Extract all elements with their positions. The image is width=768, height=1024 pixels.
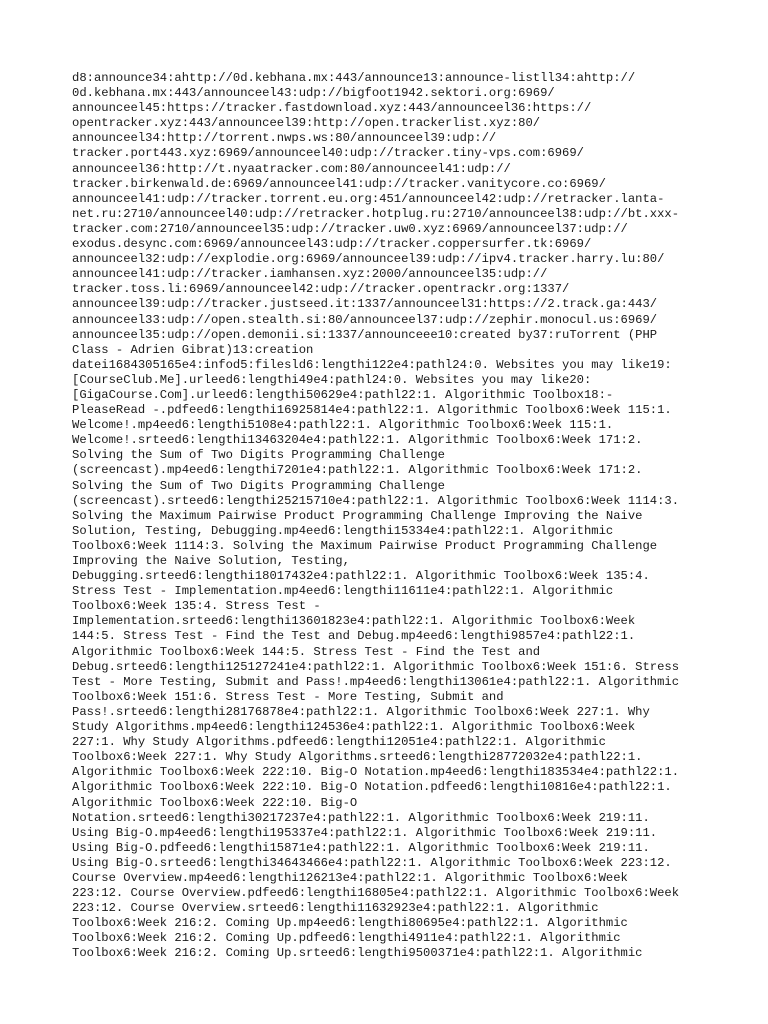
text-line: Algorithmic Toolbox6:Week 222:10. Big-O Notation.pdfeed6:lengthi10816e4:pathl22:1. [72,780,672,795]
text-line: tracker.com:2710/announceel35:udp://tracker.uw0.xyz:6969/announceel37:udp:// [72,221,628,236]
text-line: 227:1. Why Study Algorithms.pdfeed6:lengthi12051e4:pathl22:1. Algorithmic [72,735,606,750]
text-line: Debug.srteed6:lengthi125127241e4:pathl22:1. Algorithmic Toolbox6:Week 151:6. Stress [72,659,680,674]
text-line: exodus.desync.com:6969/announceel43:udp://tracker.coppersurfer.tk:6969/ [72,237,592,252]
text-line: announceel35:udp://open.demonii.si:1337/announceee10:created by37:ruTorrent (PHP [72,327,658,342]
text-line: Algorithmic Toolbox6:Week 222:10. Big-O Notation.mp4eed6:lengthi183534e4:pathl22:1. [72,765,680,780]
text-line: announceel39:udp://tracker.justseed.it:1337/announceel31:https://2.track.ga:443/ [72,297,658,312]
text-line: PleaseRead -.pdfeed6:lengthi16925814e4:pathl22:1. Algorithmic Toolbox6:Week 115:1. [72,403,672,418]
text-line: Welcome!.srteed6:lengthi13463204e4:pathl22:1. Algorithmic Toolbox6:Week 171:2. [72,433,643,448]
text-line: Debugging.srteed6:lengthi18017432e4:pathl22:1. Algorithmic Toolbox6:Week 135:4. [72,569,650,584]
text-line: Course Overview.mp4eed6:lengthi126213e4:pathl22:1. Algorithmic Toolbox6:Week [72,870,628,885]
text-line: Solving the Maximum Pairwise Product Programming Challenge Improving the Naive [72,508,643,523]
text-line: Welcome!.mp4eed6:lengthi5108e4:pathl22:1. Algorithmic Toolbox6:Week 115:1. [72,418,614,433]
text-line: Implementation.srteed6:lengthi13601823e4:pathl22:1. Algorithmic Toolbox6:Week [72,614,636,629]
text-line: Solution, Testing, Debugging.mp4eed6:lengthi15334e4:pathl22:1. Algorithmic [72,523,614,538]
text-line: Toolbox6:Week 135:4. Stress Test - [72,599,321,614]
text-line: 223:12. Course Overview.srteed6:lengthi11632923e4:pathl22:1. Algorithmic [72,901,599,916]
text-line: Toolbox6:Week 216:2. Coming Up.pdfeed6:lengthi4911e4:pathl22:1. Algorithmic [72,931,621,946]
text-line: d8:announce34:ahttp://0d.kebhana.mx:443/announce13:announce-listll34:ahttp:// [72,71,636,85]
text-line: announceel36:http://t.nyaatracker.com:80/announceel41:udp:// [72,161,511,176]
text-line: Toolbox6:Week 216:2. Coming Up.srteed6:lengthi9500371e4:pathl22:1. Algorithmic [72,946,643,961]
text-line: tracker.birkenwald.de:6969/announceel41:udp://tracker.vanitycore.co:6969/ [72,176,606,191]
text-line: Notation.srteed6:lengthi30217237e4:pathl22:1. Algorithmic Toolbox6:Week 219:11. [72,810,650,825]
text-line: announceel45:https://tracker.fastdownload.xyz:443/announceel36:https:// [72,101,592,116]
text-line: Toolbox6:Week 216:2. Coming Up.mp4eed6:lengthi80695e4:pathl22:1. Algorithmic [72,916,628,931]
text-line: net.ru:2710/announceel40:udp://retracker.hotplug.ru:2710/announceel38:udp://bt.xxx- [72,206,680,221]
text-line: datei1684305165e4:infod5:filesld6:lengthi122e4:pathl24:0. Websites you may like19: [72,357,672,372]
text-line: Class - Adrien Gibrat)13:creation [72,342,314,357]
text-line: Algorithmic Toolbox6:Week 222:10. Big-O [72,795,358,810]
text-line: tracker.port443.xyz:6969/announceel40:udp://tracker.tiny-vps.com:6969/ [72,146,584,161]
text-line: (screencast).srteed6:lengthi25215710e4:pathl22:1. Algorithmic Toolbox6:Week 1114:3. [72,493,680,508]
text-line: announceel41:udp://tracker.iamhansen.xyz:2000/announceel35:udp:// [72,267,548,282]
text-line: Test - More Testing, Submit and Pass!.mp4eed6:lengthi13061e4:pathl22:1. Algorithmic [72,674,680,689]
text-line: Toolbox6:Week 1114:3. Solving the Maximum Pairwise Product Programming Challenge [72,538,658,553]
text-line: Toolbox6:Week 227:1. Why Study Algorithms.srteed6:lengthi28772032e4:pathl22:1. [72,750,643,765]
torrent-file-text [72,71,712,962]
text-line: opentracker.xyz:443/announceel39:http://open.trackerlist.xyz:80/ [72,116,541,131]
text-line: Toolbox6:Week 151:6. Stress Test - More Testing, Submit and [72,689,504,704]
text-line: Stress Test - Implementation.mp4eed6:lengthi11611e4:pathl22:1. Algorithmic [72,584,614,599]
text-line: 0d.kebhana.mx:443/announceel43:udp://bigfoot1942.sektori.org:6969/ [72,86,555,101]
text-line: Using Big-O.pdfeed6:lengthi15871e4:pathl22:1. Algorithmic Toolbox6:Week 219:11. [72,840,650,855]
text-line: tracker.toss.li:6969/announceel42:udp://tracker.opentrackr.org:1337/ [72,282,570,297]
text-line: announceel33:udp://open.stealth.si:80/announceel37:udp://zephir.monocul.us:6969/ [72,312,658,327]
text-line: Solving the Sum of Two Digits Programming Challenge [72,448,445,463]
text-line: [CourseClub.Me].urleed6:lengthi49e4:pathl24:0. Websites you may like20: [72,372,592,387]
text-line: 223:12. Course Overview.pdfeed6:lengthi16805e4:pathl22:1. Algorithmic Toolbox6:Week [72,886,680,901]
text-line: Solving the Sum of Two Digits Programming Challenge [72,478,445,493]
text-line: [GigaCourse.Com].urleed6:lengthi50629e4:pathl22:1. Algorithmic Toolbox18:- [72,387,614,402]
text-line: announceel41:udp://tracker.torrent.eu.org:451/announceel42:udp://retracker.lanta- [72,191,665,206]
text-line: Using Big-O.srteed6:lengthi34643466e4:pathl22:1. Algorithmic Toolbox6:Week 223:12. [72,855,672,870]
text-line: 144:5. Stress Test - Find the Test and Debug.mp4eed6:lengthi9857e4:pathl22:1. [72,629,636,644]
text-line: (screencast).mp4eed6:lengthi7201e4:pathl22:1. Algorithmic Toolbox6:Week 171:2. [72,463,643,478]
text-line: Improving the Naive Solution, Testing, [72,554,350,568]
text-line: Algorithmic Toolbox6:Week 144:5. Stress Test - Find the Test and [72,644,541,659]
text-line: Using Big-O.mp4eed6:lengthi195337e4:pathl22:1. Algorithmic Toolbox6:Week 219:11. [72,825,658,840]
text-line: announceel34:http://torrent.nwps.ws:80/announceel39:udp:// [72,131,497,146]
text-line: announceel32:udp://explodie.org:6969/announceel39:udp://ipv4.tracker.harry.lu:80/ [72,252,665,267]
text-line: Pass!.srteed6:lengthi28176878e4:pathl22:1. Algorithmic Toolbox6:Week 227:1. Why [72,704,650,719]
text-line: Study Algorithms.mp4eed6:lengthi124536e4:pathl22:1. Algorithmic Toolbox6:Week [72,720,636,735]
